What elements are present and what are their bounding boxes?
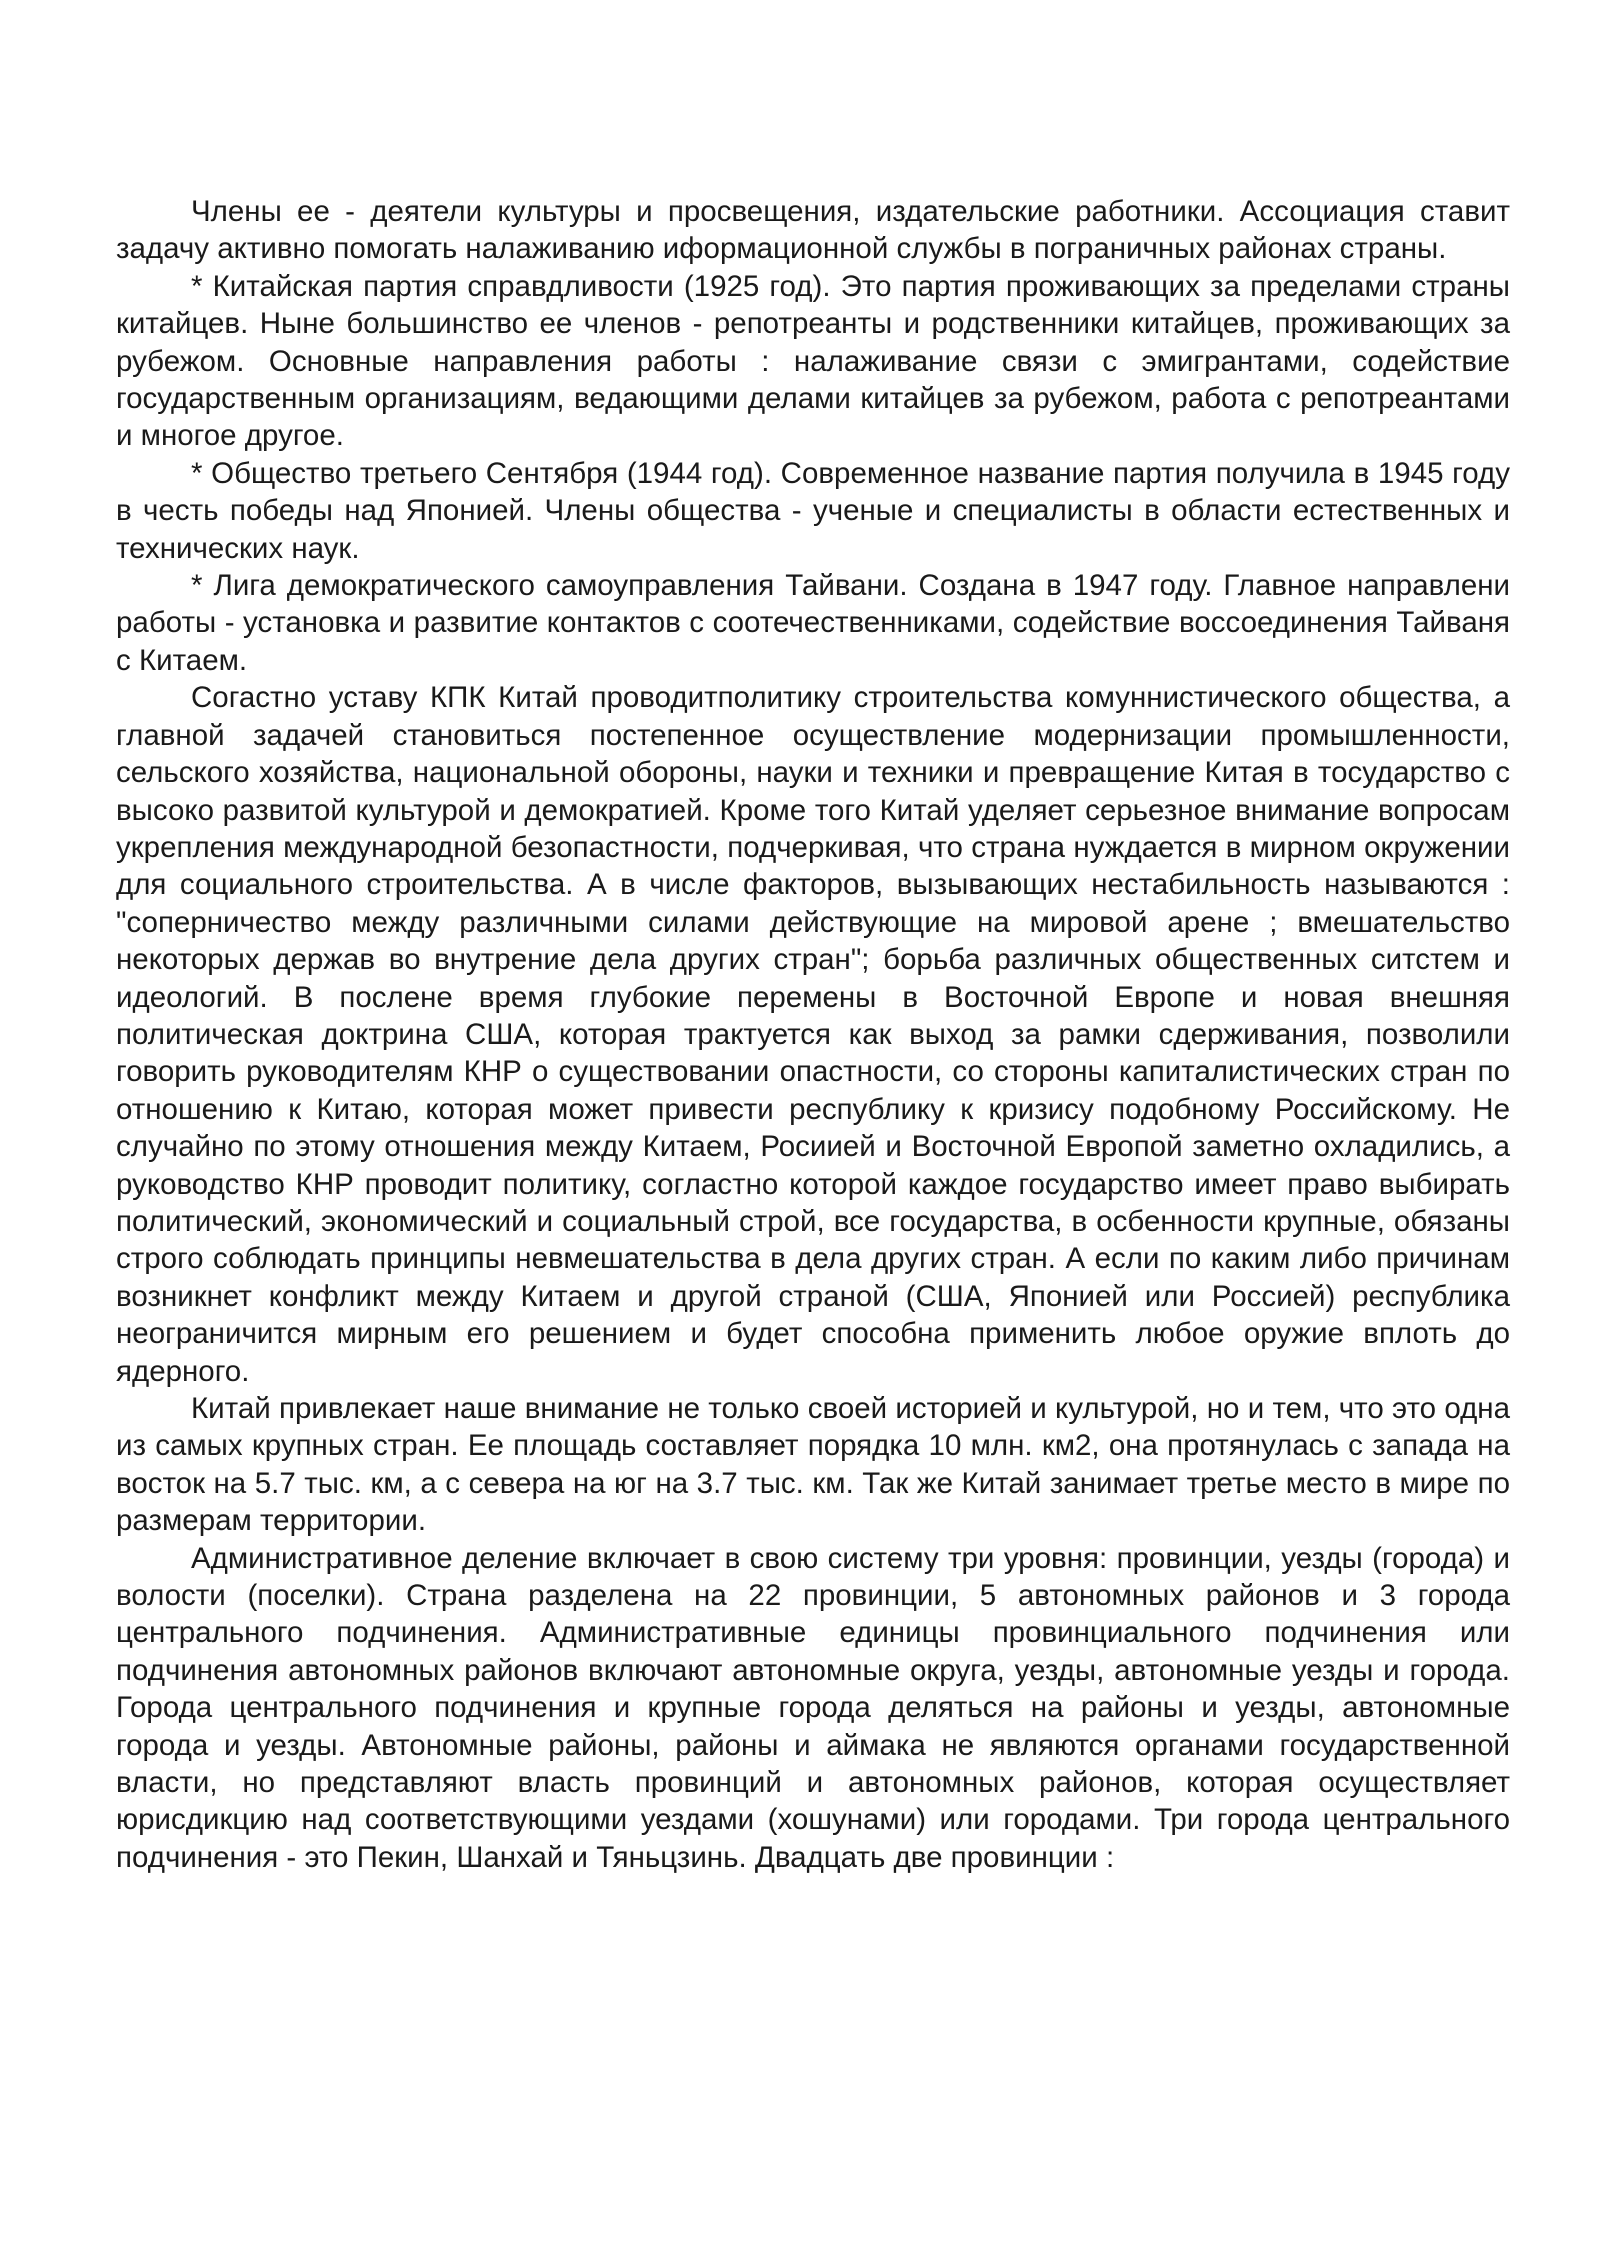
paragraph: Члены ее - деятели культуры и просвещения, издательские работники. Ассоциация ставит задачу активно помогать налаживанию иформационной службы в пограничных районах страны.	[116, 195, 1510, 266]
paragraph: * Китайская партия справдливости (1925 год). Это партия проживающих за пределами страны китайцев. Ныне большинство ее членов - репотреанты и родственники китайцев, проживающих за рубежом. Основные направления работы : налаживание связи с эмигрантами, содействие государственным организациям, ведающими делами китайцев за рубежом, работа с репотреантами и многое другое.	[116, 269, 1510, 453]
paragraph: * Лига демократического самоуправления Тайвани. Создана в 1947 году. Главное направлени работы - установка и развитие контактов с соотечественниками, содействие воссоединения Тайваня с Китаем.	[116, 569, 1510, 677]
paragraph: Китай привлекает наше внимание не только своей историей и культурой, но и тем, что это одна из самых крупных стран. Ее площадь составляет порядка 10 млн. км2, она протянулась с запада на восток на 5.7 тыс. км, а с севера на юг на 3.7 тыс. км. Так же Китай занимает третье место в мире по размерам территории.	[116, 1392, 1510, 1538]
paragraph: * Общество третьего Сентября (1944 год). Современное название партия получила в 1945 году в честь победы над Японией. Члены общества - ученые и специалисты в области естественных и технических наук.	[116, 456, 1510, 565]
document-body	[116, 193, 1510, 1876]
paragraph: Административное деление включает в свою систему три уровня: провинции, уезды (города) и волости (поселки). Страна разделена на 22 провинции, 5 автономных районов и 3 города центрального подчинения. Административные единицы провинциального подчинения или подчинения автономных районов включают автономные округа, уезды, автономные уезды и города. Города центрального подчинения и крупные города деляться на районы и уезды, автономные города и уезды. Автономные районы, районы и аймака не являются органами государственной власти, но представляют власть провинций и автономных районов, которая осуществляет юрисдикцию над соответствующими уездами (хошунами) или городами. Три города центрального подчинения - это Пекин, Шанхай и Тяньцзинь. Двадцать две провинции :	[116, 1541, 1510, 1874]
paragraph: Согастно уставу КПК Китай проводитполитику строительства комуннистического общества, а главной задачей становиться постепенное осуществление модернизации промышленности, сельского хозяйства, национальной обороны, науки и техники и превращение Китая в тосударство с высоко развитой культурой и демократией. Кроме того Китай уделяет серьезное внимание вопросам укрепления международной безопастности, подчеркивая, что страна нуждается в мирном окружении для социального строительства. А в числе факторов, вызывающих нестабильность называются : "соперничество между различными силами действующие на мировой арене ; вмешательство некоторых держав во внутрение дела других стран"; борьба различных общественных ситстем и идеологий. В послене время глубокие перемены в Восточной Европе и новая внешняя политическая доктрина США, которая трактуется как выход за рамки сдерживания, позволили говорить руководителям КНР о существовании опастности, со стороны капиталистических стран по отношению к Китаю, которая может привести республику к кризису подобному Российскому. Не случайно по этому отношения между Китаем, Росиией и Восточной Европой заметно охладились, а руководство КНР проводит политику, согластно которой каждое государство имеет право выбирать политический, экономический и социальный строй, все государства, в осбенности крупные, обязаны строго соблюдать принципы невмешательства в дела других стран. А если по каким либо причинам возникнет конфликт между Китаем и другой страной (США, Японией или Россией) республика неограничится мирным его решением и будет способна применить любое оружие вплоть до ядерного.	[116, 681, 1510, 1388]
